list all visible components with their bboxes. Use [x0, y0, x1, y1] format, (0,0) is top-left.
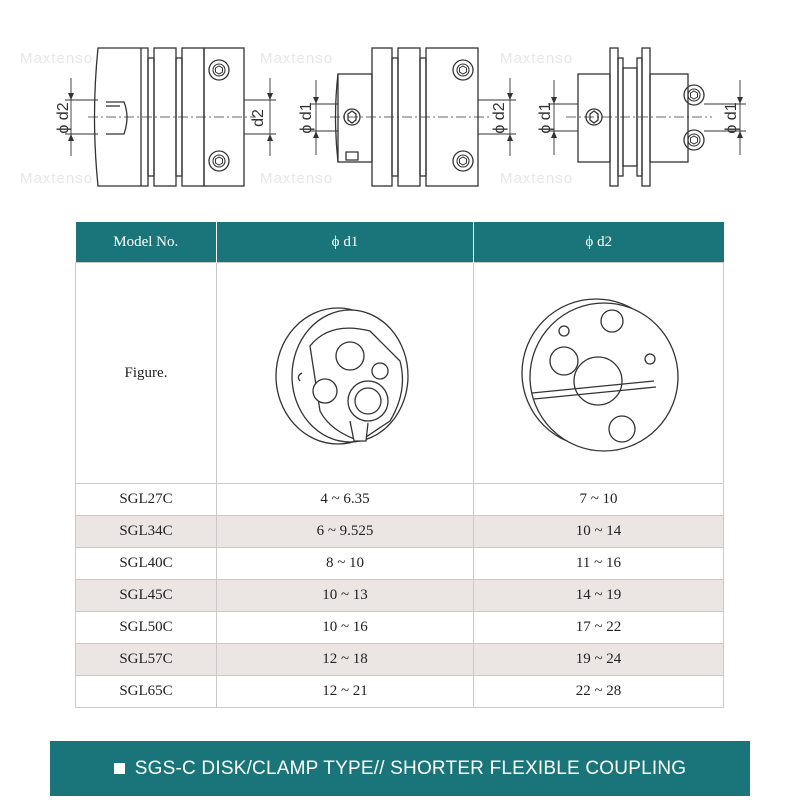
model-cell: SGL50C	[76, 612, 217, 644]
dim-label-right-a: ϕ d1	[537, 102, 554, 134]
model-cell: SGL45C	[76, 580, 217, 612]
table-header-row	[76, 222, 724, 263]
d1-cell: 4 ~ 6.35	[217, 484, 474, 516]
d1-cell: 10 ~ 13	[217, 580, 474, 612]
d2-cell: 7 ~ 10	[474, 484, 724, 516]
table-row	[76, 484, 724, 516]
technical-drawings	[0, 0, 800, 215]
footer-banner	[50, 741, 750, 796]
square-bullet-icon	[114, 763, 125, 774]
d2-cell: 19 ~ 24	[474, 644, 724, 676]
d1-cell: 10 ~ 16	[217, 612, 474, 644]
d2-cell: 11 ~ 16	[474, 548, 724, 580]
d2-cell: 10 ~ 14	[474, 516, 724, 548]
d2-cell: 14 ~ 19	[474, 580, 724, 612]
coupling-drawing-middle	[310, 48, 516, 186]
dim-label-right-b: ϕ d1	[723, 102, 740, 134]
table-row	[76, 612, 724, 644]
model-cell: SGL40C	[76, 548, 217, 580]
coupling-drawing-right	[548, 48, 746, 186]
figure-d2-cell	[474, 263, 724, 484]
d1-cell: 8 ~ 10	[217, 548, 474, 580]
d2-cell: 17 ~ 22	[474, 612, 724, 644]
table-row	[76, 676, 724, 708]
watermark: Maxtenso	[260, 50, 334, 67]
hub-d1-illustration	[250, 281, 440, 461]
model-cell: SGL34C	[76, 516, 217, 548]
d2-cell: 22 ~ 28	[474, 676, 724, 708]
table-row	[76, 516, 724, 548]
figure-label: Figure.	[76, 263, 217, 484]
dim-label-left-a: ϕ d2	[55, 102, 72, 134]
table-row	[76, 644, 724, 676]
dim-label-middle-a: ϕ d1	[298, 102, 315, 134]
table-row	[76, 548, 724, 580]
header-d1: ϕ d1	[217, 222, 474, 263]
model-cell: SGL65C	[76, 676, 217, 708]
watermark: Maxtenso	[500, 170, 574, 187]
watermark: Maxtenso	[20, 170, 94, 187]
figure-d1-cell	[217, 263, 474, 484]
figure-row	[76, 263, 724, 484]
d1-cell: 6 ~ 9.525	[217, 516, 474, 548]
table-row	[76, 580, 724, 612]
model-cell: SGL27C	[76, 484, 217, 516]
watermark: Maxtenso	[500, 50, 574, 67]
header-d2: ϕ d2	[474, 222, 724, 263]
model-cell: SGL57C	[76, 644, 217, 676]
d1-cell: 12 ~ 21	[217, 676, 474, 708]
watermark: Maxtenso	[260, 170, 334, 187]
footer-title: SGS-C DISK/CLAMP TYPE// SHORTER FLEXIBLE COUPLING	[134, 757, 687, 779]
d1-cell: 12 ~ 18	[217, 644, 474, 676]
header-model-no: Model No.	[76, 222, 217, 263]
watermark: Maxtenso	[20, 50, 94, 67]
coupling-drawing-left	[65, 48, 276, 186]
hub-d2-illustration	[504, 281, 694, 461]
spec-table	[75, 222, 724, 708]
dim-label-middle-b: ϕ d2	[491, 102, 508, 134]
dim-label-left-b: d2	[250, 109, 267, 127]
